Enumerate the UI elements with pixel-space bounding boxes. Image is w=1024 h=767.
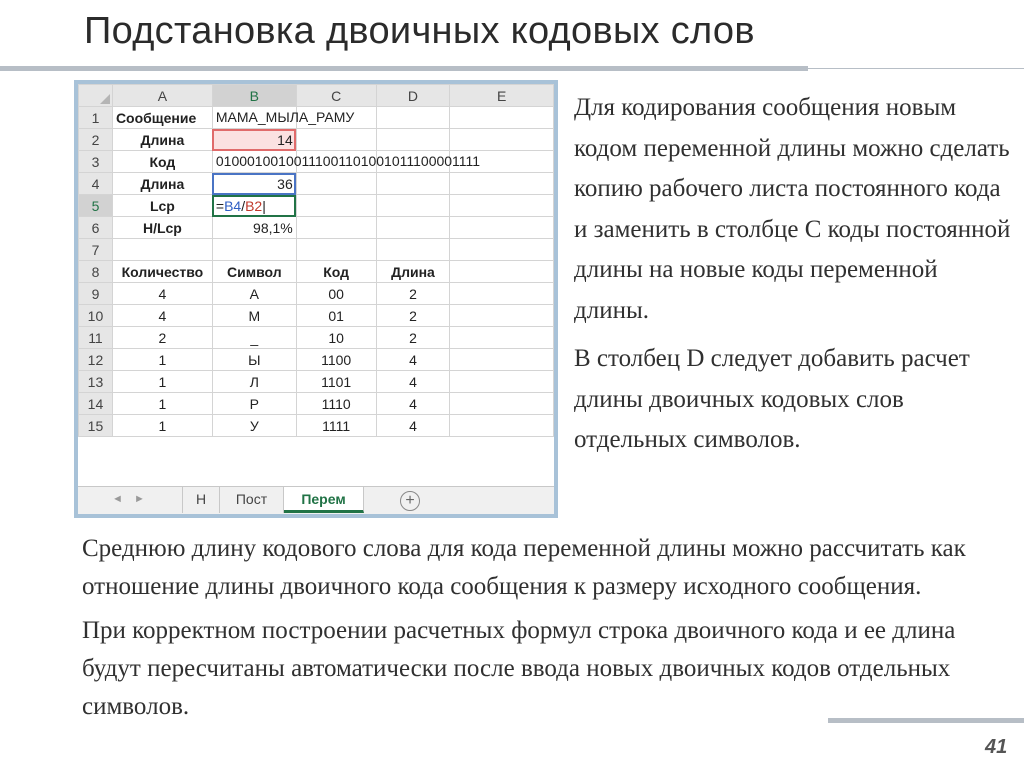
table-header-length[interactable]: Длина [376, 261, 450, 283]
right-description [574, 88, 1014, 461]
sheet-tab-post[interactable]: Пост [220, 487, 284, 513]
row-header[interactable]: 8 [79, 261, 113, 283]
row-header[interactable]: 1 [79, 107, 113, 129]
table-cell-quantity[interactable]: 1 [112, 371, 212, 393]
cell-b7[interactable] [212, 239, 296, 261]
cell-e1[interactable] [450, 107, 554, 129]
cell-d1[interactable] [376, 107, 450, 129]
cell-c2[interactable] [296, 129, 376, 151]
cell-b2[interactable]: 14 [212, 129, 296, 151]
formula-operator: / [241, 197, 246, 214]
table-cell-length[interactable]: 2 [376, 327, 450, 349]
formula-equals: = [215, 197, 225, 214]
cell-c6[interactable] [296, 217, 376, 239]
cell-e15[interactable] [450, 415, 554, 437]
cell-b6[interactable]: 98,1% [212, 217, 296, 239]
cell-c5[interactable] [296, 195, 376, 217]
cell-e10[interactable] [450, 305, 554, 327]
cell-c4[interactable] [296, 173, 376, 195]
cell-e4[interactable] [450, 173, 554, 195]
select-all-corner[interactable] [79, 85, 113, 107]
cell-a5[interactable]: Lср [112, 195, 212, 217]
sheet-tab-perem[interactable]: Перем [284, 487, 364, 513]
table-cell-symbol[interactable]: У [212, 415, 296, 437]
table-cell-code[interactable]: 1101 [296, 371, 376, 393]
table-cell-symbol[interactable]: М [212, 305, 296, 327]
table-cell-symbol[interactable]: А [212, 283, 296, 305]
right-paragraph-2: В столбец D следует добавить расчет длины двоичных кодовых слов отдельных символов. [574, 345, 970, 453]
row-header[interactable]: 15 [79, 415, 113, 437]
tab-scroll-right-icon[interactable]: ► [134, 493, 145, 505]
table-cell-quantity[interactable]: 2 [112, 327, 212, 349]
cell-e12[interactable] [450, 349, 554, 371]
text-cursor: | [262, 197, 266, 214]
row-header[interactable]: 7 [79, 239, 113, 261]
cell-e8[interactable] [450, 261, 554, 283]
page-number: 41 [985, 736, 1008, 758]
cell-b3-text: 01000100100111001101001011100001111 [215, 153, 481, 169]
cell-e2[interactable] [450, 129, 554, 151]
table-cell-length[interactable]: 4 [376, 371, 450, 393]
table-cell-quantity[interactable]: 1 [112, 415, 212, 437]
footer-divider [828, 718, 1024, 723]
row-header[interactable]: 13 [79, 371, 113, 393]
column-header-d[interactable]: D [376, 85, 450, 107]
table-cell-symbol[interactable]: _ [212, 327, 296, 349]
table-cell-code[interactable]: 1100 [296, 349, 376, 371]
right-paragraph-1: Для кодирования сообщения новым кодом переменной длины можно сделать копию рабочего листа постоянного кода и заменить в столбце С коды постоянной длины на новые коды переменной длины. [574, 94, 1011, 324]
table-cell-quantity[interactable]: 1 [112, 393, 212, 415]
title-divider-thin [808, 68, 1024, 69]
table-header-code[interactable]: Код [296, 261, 376, 283]
row-header[interactable]: 2 [79, 129, 113, 151]
formula-ref-b4: B4 [224, 197, 242, 214]
row-header[interactable]: 4 [79, 173, 113, 195]
column-header-c[interactable]: C [296, 85, 376, 107]
cell-e6[interactable] [450, 217, 554, 239]
table-cell-length[interactable]: 4 [376, 393, 450, 415]
column-header-a[interactable]: A [112, 85, 212, 107]
row-header[interactable]: 3 [79, 151, 113, 173]
table-cell-symbol[interactable]: Р [212, 393, 296, 415]
row-header[interactable]: 12 [79, 349, 113, 371]
cell-e14[interactable] [450, 393, 554, 415]
table-cell-code[interactable]: 1110 [296, 393, 376, 415]
cell-c7[interactable] [296, 239, 376, 261]
cell-a2[interactable]: Длина [112, 129, 212, 151]
cell-b1[interactable] [212, 107, 355, 129]
cell-e7[interactable] [450, 239, 554, 261]
spreadsheet-grid [78, 84, 554, 437]
slide-title: Подстановка двоичных кодовых слов [84, 10, 755, 52]
formula-ref-b2: B2 [245, 197, 263, 214]
table-cell-length[interactable]: 4 [376, 349, 450, 371]
cell-d6[interactable] [376, 217, 450, 239]
cell-a7[interactable] [112, 239, 212, 261]
column-header-b[interactable]: B [212, 85, 296, 107]
cell-e11[interactable] [450, 327, 554, 349]
sheet-tab-bar [78, 486, 554, 515]
table-cell-length[interactable]: 4 [376, 415, 450, 437]
cell-e13[interactable] [450, 371, 554, 393]
bottom-paragraph-2: При корректном построении расчетных формул строка двоичного кода и ее длина будут пересчитаны автоматически после ввода новых двоичных кодов отдельных символов. [82, 617, 956, 720]
bottom-description [82, 530, 1012, 726]
cell-b4[interactable]: 36 [212, 173, 296, 195]
row-header[interactable]: 10 [79, 305, 113, 327]
cell-a4[interactable]: Длина [112, 173, 212, 195]
row-header[interactable]: 9 [79, 283, 113, 305]
row-header[interactable]: 6 [79, 217, 113, 239]
table-cell-code[interactable]: 00 [296, 283, 376, 305]
cell-b1-text: МАМА_МЫЛА_РАМУ [215, 109, 355, 125]
cell-e5[interactable] [450, 195, 554, 217]
table-cell-code[interactable]: 10 [296, 327, 376, 349]
tab-scroll-left-icon[interactable]: ◄ [112, 493, 123, 505]
row-header[interactable]: 5 [79, 195, 113, 217]
row-header[interactable]: 11 [79, 327, 113, 349]
cell-b3[interactable] [212, 151, 481, 173]
table-cell-symbol[interactable]: Ы [212, 349, 296, 371]
table-header-quantity[interactable]: Количество [112, 261, 212, 283]
cell-d4[interactable] [376, 173, 450, 195]
bottom-paragraph-1: Среднюю длину кодового слова для кода переменной длины можно рассчитать как отношение длины двоичного кода сообщения к размеру исходного сообщения. [82, 535, 966, 600]
table-cell-code[interactable]: 1111 [296, 415, 376, 437]
column-header-e[interactable]: E [450, 85, 554, 107]
cell-e9[interactable] [450, 283, 554, 305]
cell-a1[interactable]: Сообщение [112, 107, 212, 129]
table-header-symbol[interactable]: Символ [212, 261, 296, 283]
cell-d2[interactable] [376, 129, 450, 151]
cell-a3[interactable]: Код [112, 151, 212, 173]
table-cell-quantity[interactable]: 1 [112, 349, 212, 371]
table-cell-length[interactable]: 2 [376, 305, 450, 327]
add-sheet-icon[interactable]: + [400, 491, 420, 511]
table-cell-quantity[interactable]: 4 [112, 283, 212, 305]
cell-d7[interactable] [376, 239, 450, 261]
cell-d5[interactable] [376, 195, 450, 217]
table-cell-quantity[interactable]: 4 [112, 305, 212, 327]
row-header[interactable]: 14 [79, 393, 113, 415]
table-cell-symbol[interactable]: Л [212, 371, 296, 393]
spreadsheet-screenshot [74, 80, 558, 518]
sheet-tab-n[interactable]: Н [182, 487, 220, 513]
cell-a6[interactable]: Н/Lср [112, 217, 212, 239]
table-cell-code[interactable]: 01 [296, 305, 376, 327]
table-cell-length[interactable]: 2 [376, 283, 450, 305]
cell-b5-formula[interactable] [212, 195, 296, 217]
title-divider [0, 66, 808, 71]
